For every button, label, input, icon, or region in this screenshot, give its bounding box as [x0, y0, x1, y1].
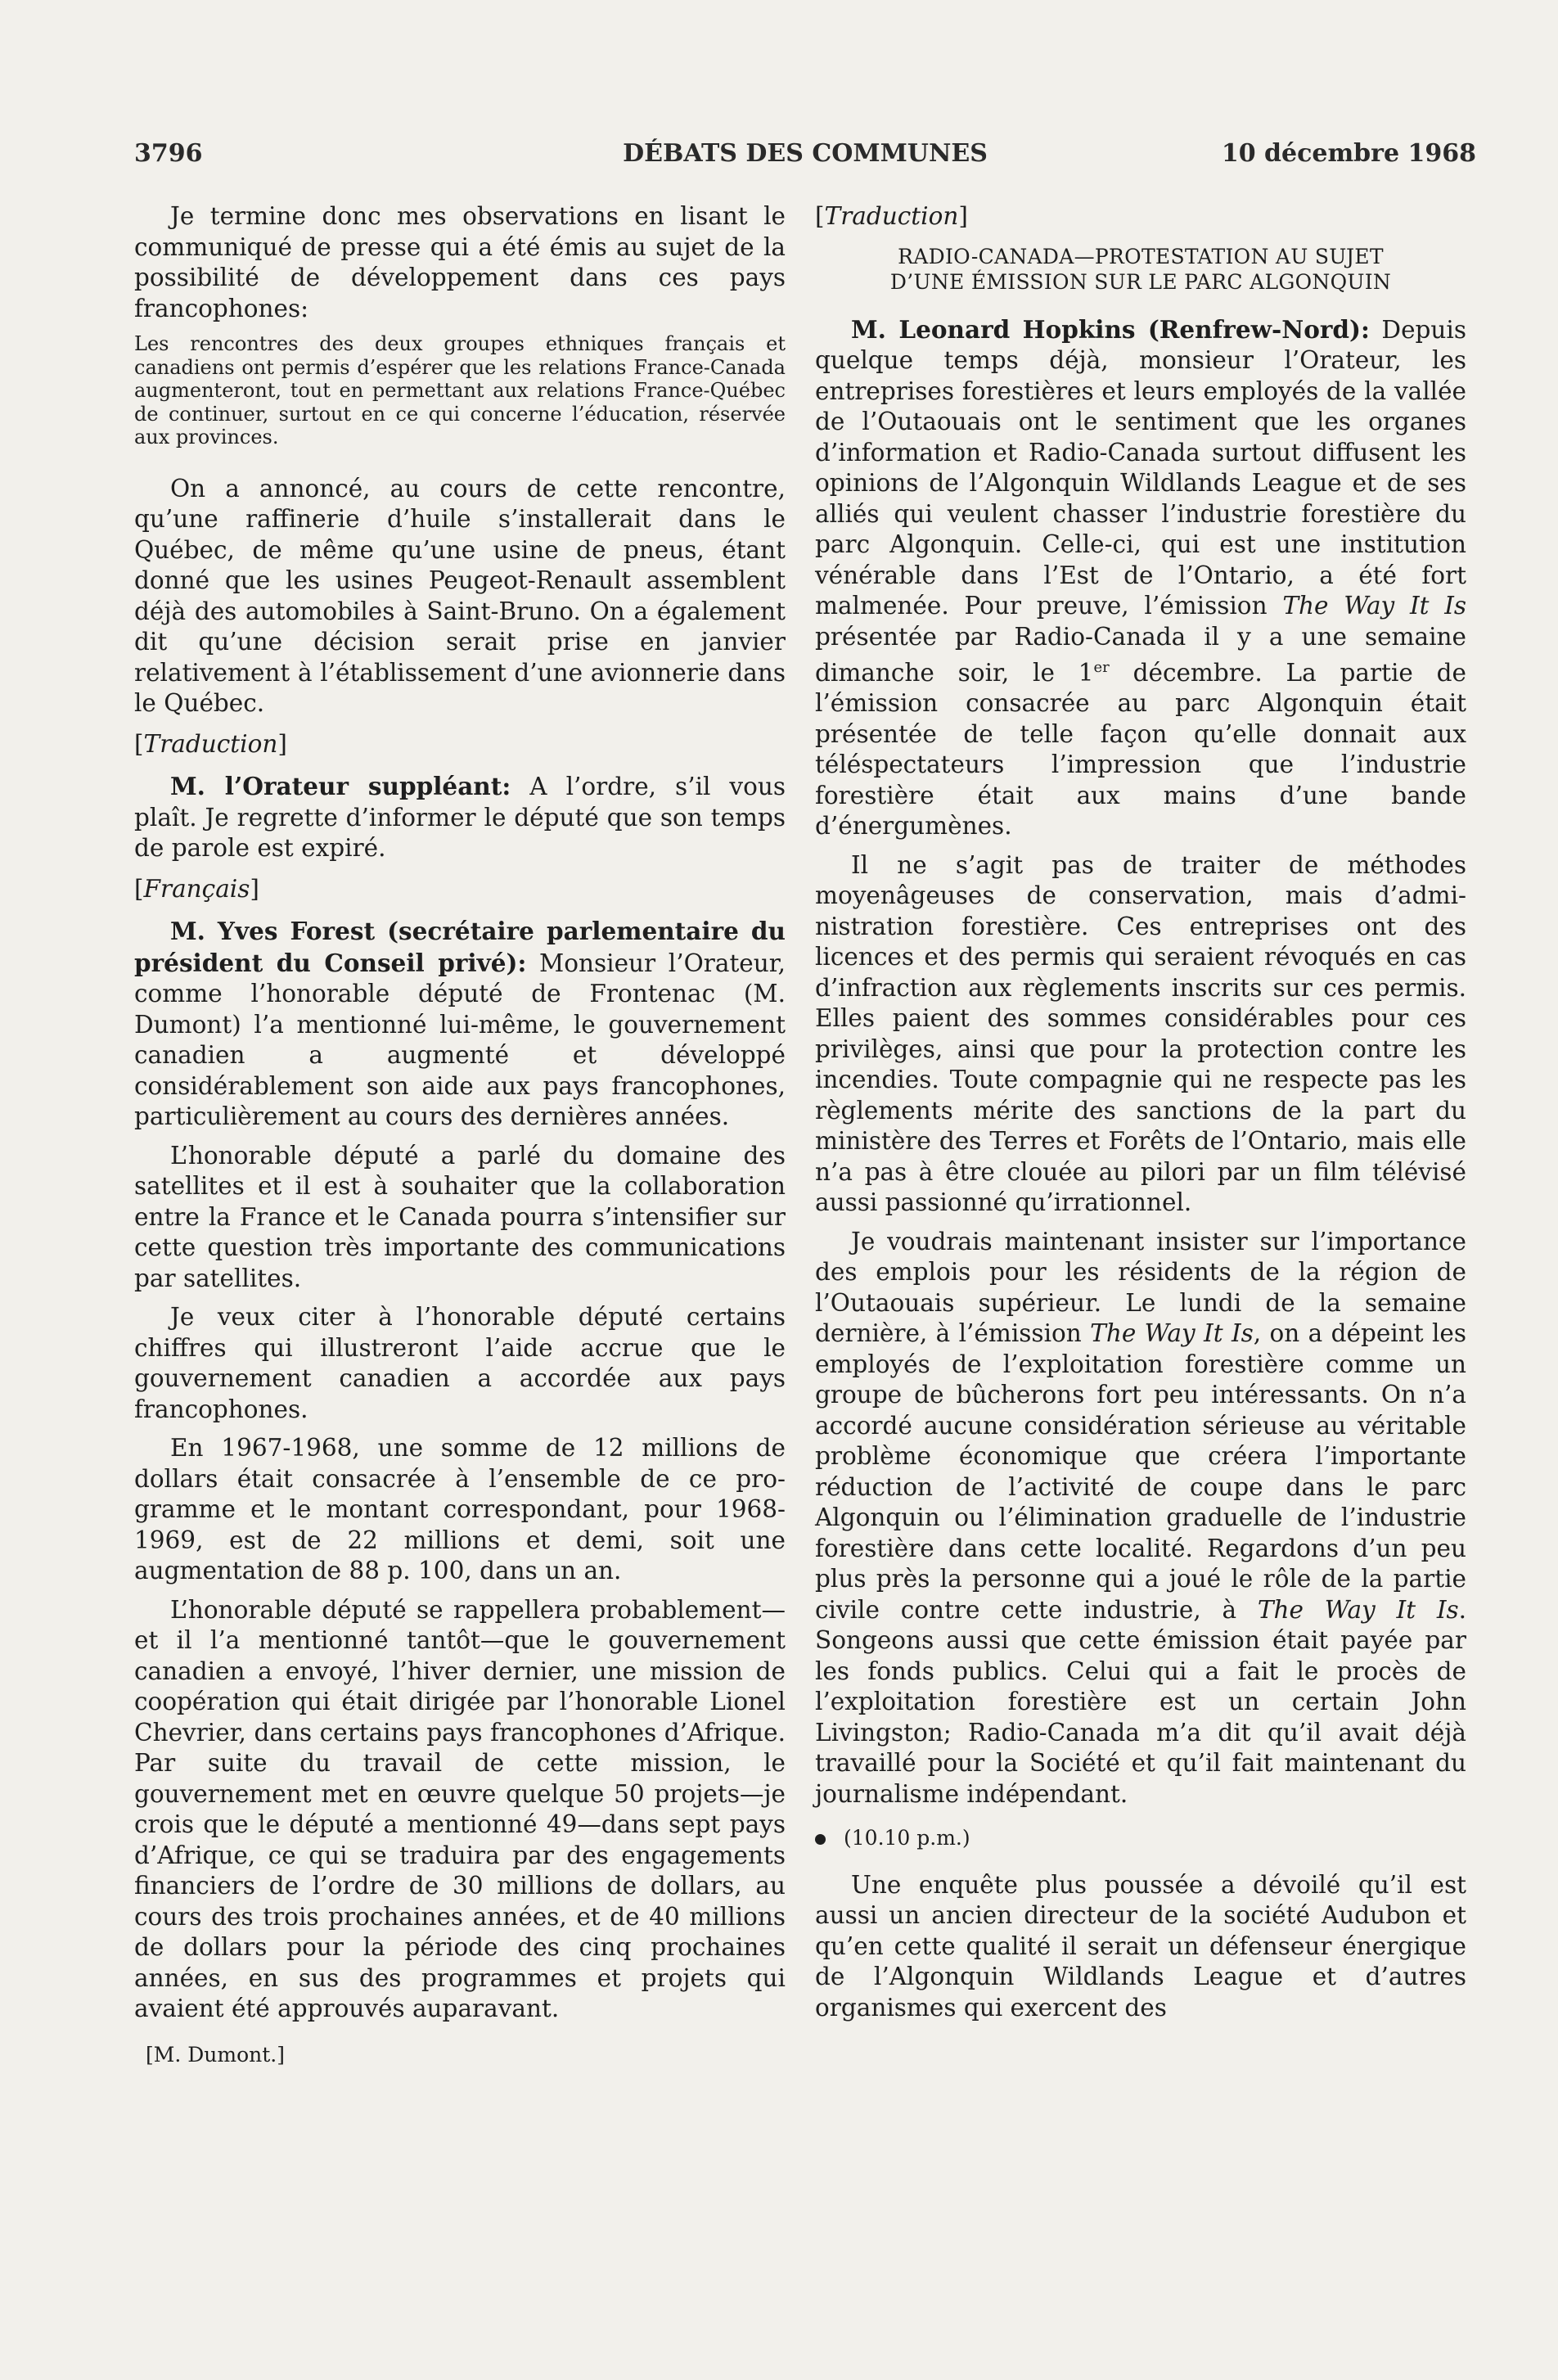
language-tag: [Français]	[134, 874, 259, 903]
speech-text: Monsieur l’Orateur, comme l’honorable député de Frontenac (M. Dumont) l’a mentionné lui-même, le gouvernement canadien a augmenté et développé considérablement son aide aux pays francophones, particulièrement au cours des dernières années.	[134, 949, 786, 1130]
right-column	[815, 201, 1466, 2031]
paragraph-text: , on a dépeint les employés de l’exploitation forestière comme un groupe de bûcherons fort peu intéressants. On n’a accordé aucune considération sérieuse au véritable problème économique que créera l’importante réduction de l’activité de coupe dans le parc Algonquin ou l’élimination graduelle de l’industrie forestière dans cette localité. Regardons d’un peu plus près la personne qui a joué le rôle de la partie civile contre cette industrie, à	[815, 1319, 1466, 1624]
section-heading	[815, 244, 1466, 295]
speech-text: décembre. La partie de l’émission consacrée au parc Algonquin était présentée de telle façon qu’elle donnait aux téléspectateurs l’impression que l’industrie forestière était aux mains d’une bande d’énergumènes.	[815, 658, 1466, 841]
language-tag-text: Traduction	[143, 729, 278, 758]
paragraph: En 1967-1968, une somme de 12 millions de dollars était consacrée à l’ensemble de ce programme et le montant correspondant, pour 1968-1969, est de 22 millions et demi, soit une augmentation de 88 p. 100, dans un an.	[134, 1434, 786, 1584]
paragraph: L’honorable député se rappellera probablement—et il l’a mentionné tantôt—que le gouvernement canadien a envoyé, l’hiver dernier, une mission de coopération qui était dirigée par l’honorable Lionel Chevrier, dans certains pays francophones d’Afrique. Par suite du travail de cette mission, le gouvernement met en œuvre quelque 50 projets—je crois que le député a mentionné 49—dans sept pays d’Afrique, ce qui se traduira par des engagements financiers de l’ordre de 30 millions de dollars, au cours des trois prochaines années, et de 40 millions de dollars pour la période des cinq prochaines années, en sus des programmes et projets qui avaient été approuvés auparavant.	[134, 1595, 786, 2022]
speech-text: présentée par Radio-Canada il y a une semaine dimanche soir, le 1	[815, 622, 1466, 687]
paragraph-text: Je voudrais maintenant insister sur l’importance des emplois pour les résidents de la région de l’Outaouais supérieur. Le lundi de la semaine dernière, à l’émission	[815, 1227, 1466, 1348]
speech-paragraph	[134, 916, 786, 1133]
page-header	[134, 139, 1476, 175]
speech-text: A l’ordre, s’il vous plaît. Je regrette d’informer le député que son temps de parole est expiré.	[134, 773, 786, 862]
speaker-footer: [M. Dumont.]	[146, 2042, 285, 2067]
page-date: 10 décembre 1968	[1221, 139, 1476, 168]
bullet-dot-icon	[815, 1834, 826, 1845]
language-tag-text: Français	[143, 874, 250, 903]
language-tag: [Traduction]	[815, 202, 968, 230]
paragraph: Je veux citer à l’honorable député certains chiffres qui illustreront l’aide accrue que le gouvernement canadien a accordée aux pays francophones.	[134, 1303, 786, 1423]
time-text: (10.10 p.m.)	[844, 1826, 970, 1850]
paragraph: Je termine donc mes observations en lisant le communiqué de presse qui a été émis au sujet de la possibilité de développement dans ces pays francophones:	[134, 202, 786, 322]
speech-paragraph	[815, 314, 1466, 842]
language-tag-text: Traduction	[824, 202, 959, 230]
paragraph-text: . Songeons aussi que cette émission était payée par les fonds publics. Celui qui a fait le procès de l’exploitation forestière est un certain John Livingston; Radio-Canada m’a dit qu’il avait déjà travaillé pour la Société et qu’il fait maintenant du journalisme indépendant.	[815, 1595, 1466, 1808]
superscript: er	[1093, 659, 1110, 676]
section-heading-line: D’UNE ÉMISSION SUR LE PARC ALGONQUIN	[889, 269, 1392, 294]
show-title: The Way It Is	[1282, 592, 1466, 620]
left-column	[134, 201, 786, 2070]
paragraph: Une enquête plus poussée a dévoilé qu’il est aussi un ancien directeur de la société Audubon et qu’en cette qualité il serait un défenseur énergique de l’Algonquin Wildlands League et d’autres organismes qui exercent des	[815, 1870, 1466, 2022]
speaker-name: M. Leonard Hopkins (Renfrew-Nord):	[851, 314, 1370, 344]
time-marker	[815, 1823, 1466, 1854]
speaker-name: M. Yves Forest (secrétaire parlementaire du président du Conseil privé):	[134, 917, 786, 977]
paragraph: Il ne s’agit pas de traiter de méthodes moyenâgeuses de conservation, mais d’administration forestière. Ces entreprises ont des licences et des permis qui seraient révoqués en cas d’infraction aux règlements inscrits sur ces permis. Elles paient des sommes considérables pour ces privilèges, ainsi que pour la protection contre les incendies. Toute compagnie qui ne respecte pas les règlements mérite des sanctions de la part du ministère des Terres et Forêts de l’Ontario, mais elle n’a pas à être clouée au pilori par un film télévisé aussi passionné qu’irrationnel.	[815, 850, 1466, 1217]
press-release-quote: Les rencontres des deux groupes ethniques français et canadiens ont permis d’espérer que les relations France-Canada augmenteront, tout en permettant aux relations France-Québec de continuer, surtout en ce qui concerne l’éducation, réservée aux provinces.	[134, 332, 786, 449]
publication-title: DÉBATS DES COMMUNES	[623, 139, 988, 168]
show-title: The Way It Is	[1257, 1595, 1459, 1624]
speaker-name: M. l’Orateur suppléant:	[170, 772, 511, 800]
paragraph: On a annoncé, au cours de cette rencontre, qu’une raffinerie d’huile s’installerait dans le Québec, de même qu’une usine de pneus, étant donné que les usines Peugeot-Renault assemblent déjà des automobiles à Saint-Bruno. On a également dit qu’une décision serait prise en janvier relativement à l’établissement d’une avionnerie dans le Québec.	[134, 474, 786, 717]
speech-paragraph	[134, 771, 786, 864]
show-title: The Way It Is	[1090, 1319, 1254, 1348]
paragraph: L’honorable député a parlé du domaine des satellites et il est à souhaiter que la collaboration entre la France et le Canada pourra s’intensifier sur cette question très importante des communications par satellites.	[134, 1141, 786, 1292]
section-heading-line: RADIO-CANADA—PROTESTATION AU SUJET	[898, 244, 1384, 268]
paragraph	[815, 1227, 1466, 1810]
page-number: 3796	[134, 139, 203, 168]
language-tag: [Traduction]	[134, 729, 287, 758]
speech-text: Depuis quelque temps déjà, monsieur l’Orateur, les entreprises forestières et leurs employés de la vallée de l’Outaouais ont le sentiment que les organes d’information et Radio-Canada surtout diffusent les opinions de l’Algonquin Wildlands League et de ses alliés qui veulent chasser l’industrie forestière du parc Algonquin. Celle-ci, qui est une institution vénérable dans l’Est de l’Ontario, a été fort malmenée. Pour preuve, l’émission	[815, 315, 1466, 620]
